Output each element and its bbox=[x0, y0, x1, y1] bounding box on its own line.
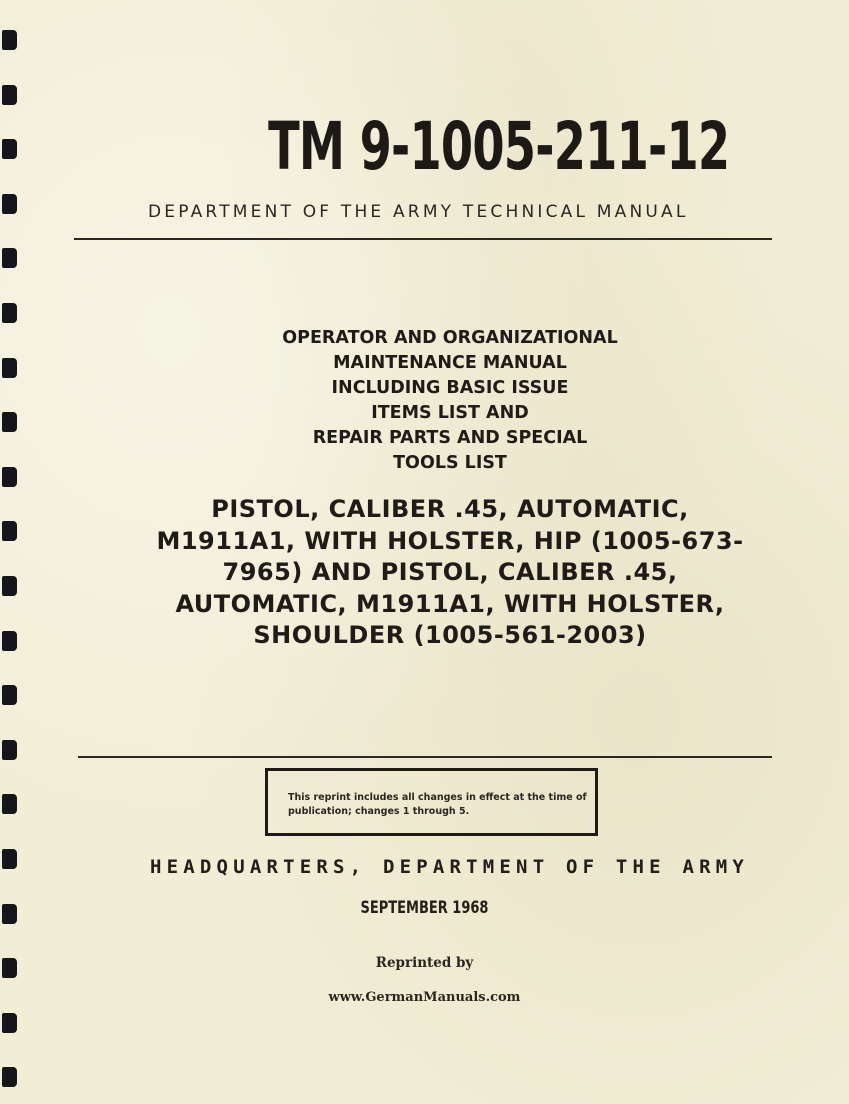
binding-hole bbox=[2, 794, 17, 814]
binding-hole bbox=[2, 1067, 17, 1087]
bottom-divider bbox=[78, 756, 772, 758]
item-title-line: AUTOMATIC, M1911A1, WITH HOLSTER, bbox=[175, 589, 725, 618]
reprinted-by-label: Reprinted by bbox=[375, 955, 474, 971]
binding-hole bbox=[2, 85, 17, 105]
binding-hole bbox=[2, 849, 17, 869]
subtitle-line: REPAIR PARTS AND SPECIAL bbox=[312, 428, 588, 448]
subtitle-line: TOOLS LIST bbox=[393, 453, 507, 473]
subtitle-line: OPERATOR AND ORGANIZATIONAL bbox=[282, 328, 618, 348]
notice-line: publication; changes 1 through 5. bbox=[288, 806, 470, 817]
binding-hole bbox=[2, 904, 17, 924]
binding-hole bbox=[2, 248, 17, 268]
binding-hole bbox=[2, 194, 17, 214]
item-title-line: SHOULDER (1005-561-2003) bbox=[253, 621, 647, 649]
subtitle-line: MAINTENANCE MANUAL bbox=[333, 353, 567, 373]
reprint-notice-text bbox=[288, 791, 588, 819]
binding-hole bbox=[2, 303, 17, 323]
department-manual-heading: DEPARTMENT OF THE ARMY TECHNICAL MANUAL bbox=[148, 202, 689, 222]
binding-hole bbox=[2, 139, 17, 159]
subtitle-line: ITEMS LIST AND bbox=[371, 403, 529, 423]
item-title-line: PISTOL, CALIBER .45, AUTOMATIC, bbox=[211, 495, 689, 523]
headquarters-line: HEADQUARTERS, DEPARTMENT OF THE ARMY bbox=[150, 856, 750, 878]
notice-line: This reprint includes all changes in effect at the time of bbox=[288, 792, 587, 803]
tm-number: TM 9-1005-211-12 bbox=[267, 108, 729, 185]
top-divider bbox=[74, 238, 772, 240]
item-title-line: 7965) AND PISTOL, CALIBER .45, bbox=[222, 558, 678, 586]
manual-subtitle bbox=[160, 326, 740, 476]
reprint-notice-box bbox=[265, 768, 598, 836]
binding-hole bbox=[2, 467, 17, 487]
spiral-binding bbox=[0, 0, 22, 1104]
binding-hole bbox=[2, 30, 17, 50]
publication-date: SEPTEMBER 1968 bbox=[360, 898, 489, 918]
subtitle-line: INCLUDING BASIC ISSUE bbox=[331, 378, 569, 398]
binding-hole bbox=[2, 631, 17, 651]
binding-hole bbox=[2, 1013, 17, 1033]
binding-hole bbox=[2, 685, 17, 705]
item-title-line: M1911A1, WITH HOLSTER, HIP (1005-673- bbox=[156, 526, 744, 555]
binding-hole bbox=[2, 576, 17, 596]
binding-hole bbox=[2, 412, 17, 432]
binding-hole bbox=[2, 521, 17, 541]
binding-hole bbox=[2, 740, 17, 760]
binding-hole bbox=[2, 358, 17, 378]
reprinter-website: www.GermanManuals.com bbox=[328, 990, 521, 1005]
item-title bbox=[130, 494, 770, 652]
